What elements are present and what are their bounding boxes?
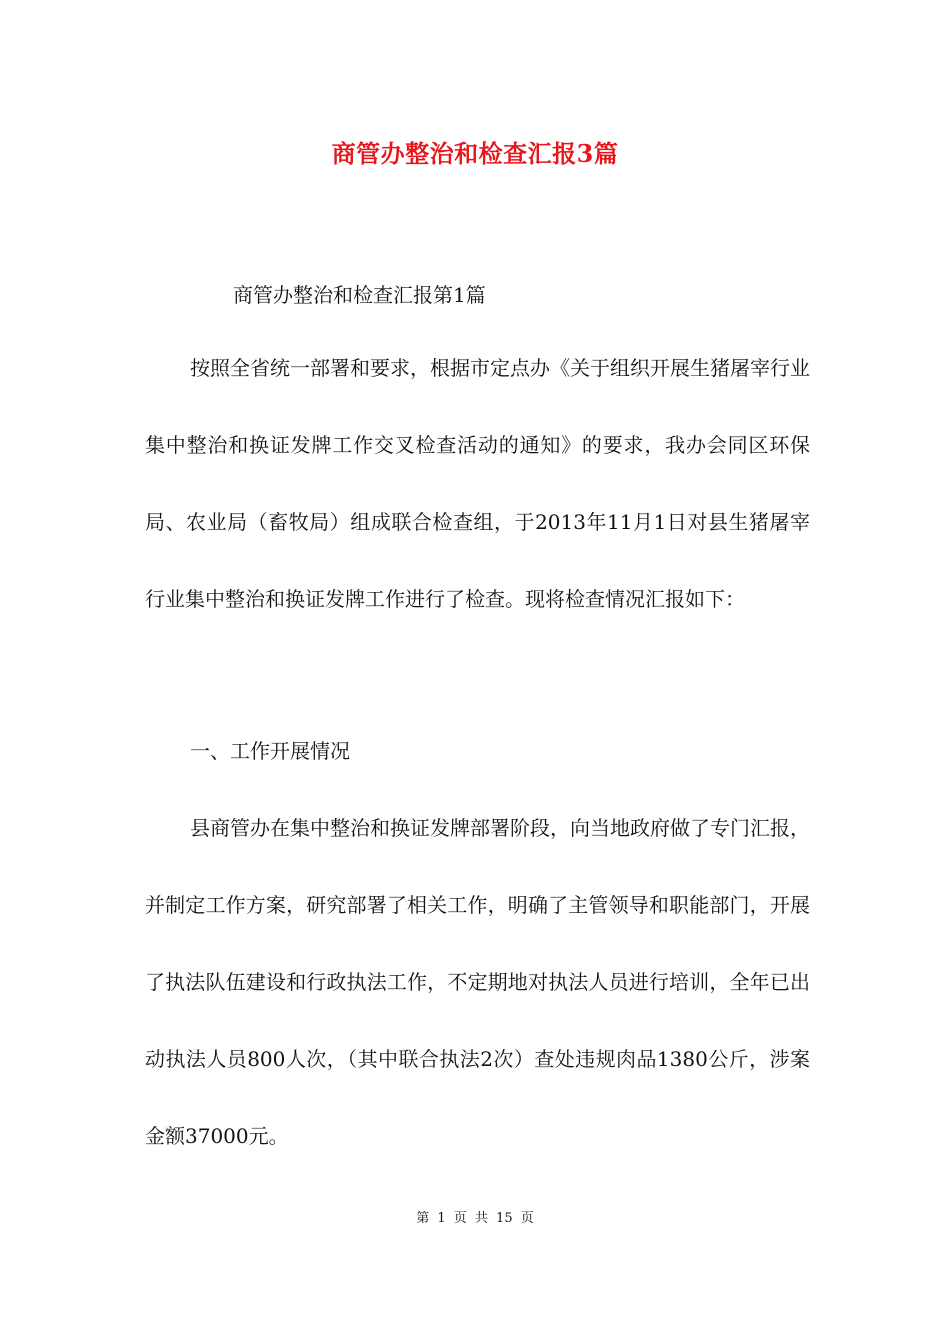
page-footer: 第 1 页 共 15 页 [416,1211,534,1226]
document-title: 商管办整治和检查汇报3篇 [331,139,619,168]
paragraph-subheading: 一、工作开展情况 [190,739,350,763]
section-heading: 商管办整治和检查汇报第1篇 [233,283,486,307]
paragraph-intro: 按照全省统一部署和要求，根据市定点办《关于组织开展生猪屠宰行业集中整治和换证发牌工作交叉检查活动的通知》的要求，我办会同区环保局、农业局（畜牧局）组成联合检查组，于2013年11月1日对县生猪屠宰行业集中整治和换证发牌工作进行了检查。现将检查情况汇报如下： [145,356,810,611]
paragraph-work-status: 县商管办在集中整治和换证发牌部署阶段，向当地政府做了专门汇报，并制定工作方案，研究部署了相关工作，明确了主管领导和职能部门，开展了执法队伍建设和行政执法工作，不定期地对执法人员进行培训，全年已出动执法人员800人次，（其中联合执法2次）查处违规肉品1380公斤，涉案金额37000元。 [145,816,810,1148]
